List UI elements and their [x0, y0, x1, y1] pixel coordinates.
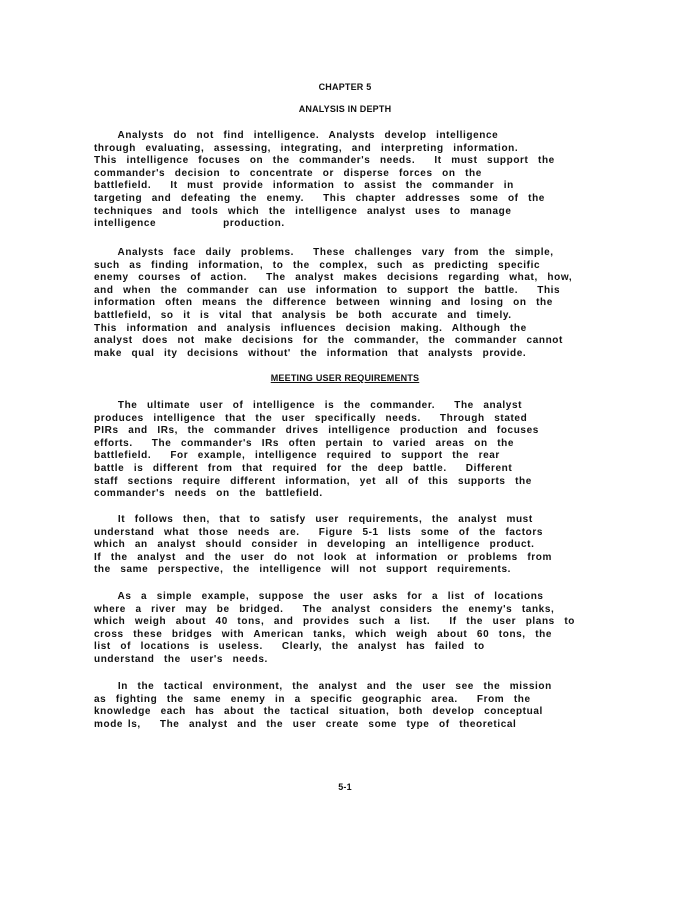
text-line: which an analyst should consider in developing an intelligence product. [94, 539, 535, 551]
text-line: cross these bridges with American tanks, which weigh about 60 tons, the [94, 628, 553, 640]
text-line: which weigh about 40 tons, and provides such a list. If the user plans to [94, 616, 576, 628]
text-line: and when the commander can use information to support the battle. This [94, 284, 561, 296]
text-line: mode ls, The analyst and the user create some type of theoretical [94, 718, 517, 730]
text-line: battle is different from that required for the deep battle. Different [94, 462, 513, 474]
text-line: In the tactical environment, the analyst and the user see the mission [94, 681, 552, 692]
text-line: intelligence production. [94, 218, 285, 230]
text-line: list of locations is useless. Clearly, the analyst has failed to [94, 641, 485, 653]
text-line: As a simple example, suppose the user asks for a list of locations [94, 591, 544, 602]
text-line: targeting and defeating the enemy. This chapter addresses some of the [94, 192, 545, 204]
text-line: techniques and tools which the intelligence analyst uses to manage [94, 205, 512, 217]
text-line: staff sections require different information, yet all of this supports the [94, 475, 532, 487]
text-line: where a river may be bridged. The analyst considers the enemy's tanks, [94, 603, 555, 615]
text-line: battlefield. For example, intelligence required to support the rear [94, 450, 500, 462]
text-line: make qual ity decisions without' the information that analysts provide. [94, 347, 527, 359]
page-number: 5-1 [338, 782, 352, 792]
text-line: Analysts face daily problems. These challenges vary from the simple, [94, 247, 554, 258]
text-line: battlefield, so it is vital that analysis be both accurate and timely. [94, 309, 512, 321]
text-line: The ultimate user of intelligence is the commander. The analyst [94, 400, 523, 411]
text-line: battlefield. It must provide information to assist the commander in [94, 180, 514, 192]
paragraph-analysts-develop-intelligence [94, 130, 574, 231]
paragraph-satisfy-requirements [94, 514, 574, 577]
chapter-label: CHAPTER 5 [318, 82, 372, 92]
text-line: through evaluating, assessing, integrating, and interpreting information. [94, 142, 519, 154]
text-line: information often means the difference between winning and losing on the [94, 297, 553, 309]
paragraph-tactical-environment [94, 681, 574, 731]
text-line: This intelligence focuses on the commander's needs. It must support the [94, 155, 555, 167]
paragraph-ultimate-user [94, 400, 574, 501]
paragraph-simple-example [94, 591, 574, 667]
text-line: understand the user's needs. [94, 653, 268, 665]
text-line: understand what those needs are. Figure 5-1 lists some of the factors [94, 526, 543, 538]
chapter-title: ANALYSIS IN DEPTH [298, 104, 392, 114]
text-line: This information and analysis influences decision making. Although the [94, 322, 527, 334]
paragraph-analysts-face-problems [94, 247, 574, 360]
text-line: PIRs and IRs, the commander drives intelligence production and focuses [94, 425, 539, 437]
text-line: the same perspective, the intelligence will not support requirements. [94, 564, 512, 576]
text-line: as fighting the same enemy in a specific geographic area. From the [94, 693, 531, 705]
text-line: produces intelligence that the user specifically needs. Through stated [94, 412, 528, 424]
text-line: enemy courses of action. The analyst makes decisions regarding what, how, [94, 272, 573, 284]
text-line: commander's needs on the battlefield. [94, 488, 323, 500]
text-line: such as finding information, to the complex, such as predicting specific [94, 259, 541, 271]
text-line: commander's decision to concentrate or disperse forces on the [94, 167, 482, 179]
text-line: It follows then, that to satisfy user requirements, the analyst must [94, 514, 533, 525]
text-line: If the analyst and the user do not look at information or problems from [94, 551, 552, 563]
text-line: efforts. The commander's IRs often pertain to varied areas on the [94, 437, 515, 449]
text-line: knowledge each has about the tactical situation, both develop conceptual [94, 706, 543, 718]
text-line: Analysts do not find intelligence. Analysts develop intelligence [94, 130, 499, 141]
section-heading: MEETING USER REQUIREMENTS [270, 373, 420, 383]
text-line: analyst does not make decisions for the commander, the commander cannot [94, 335, 563, 347]
